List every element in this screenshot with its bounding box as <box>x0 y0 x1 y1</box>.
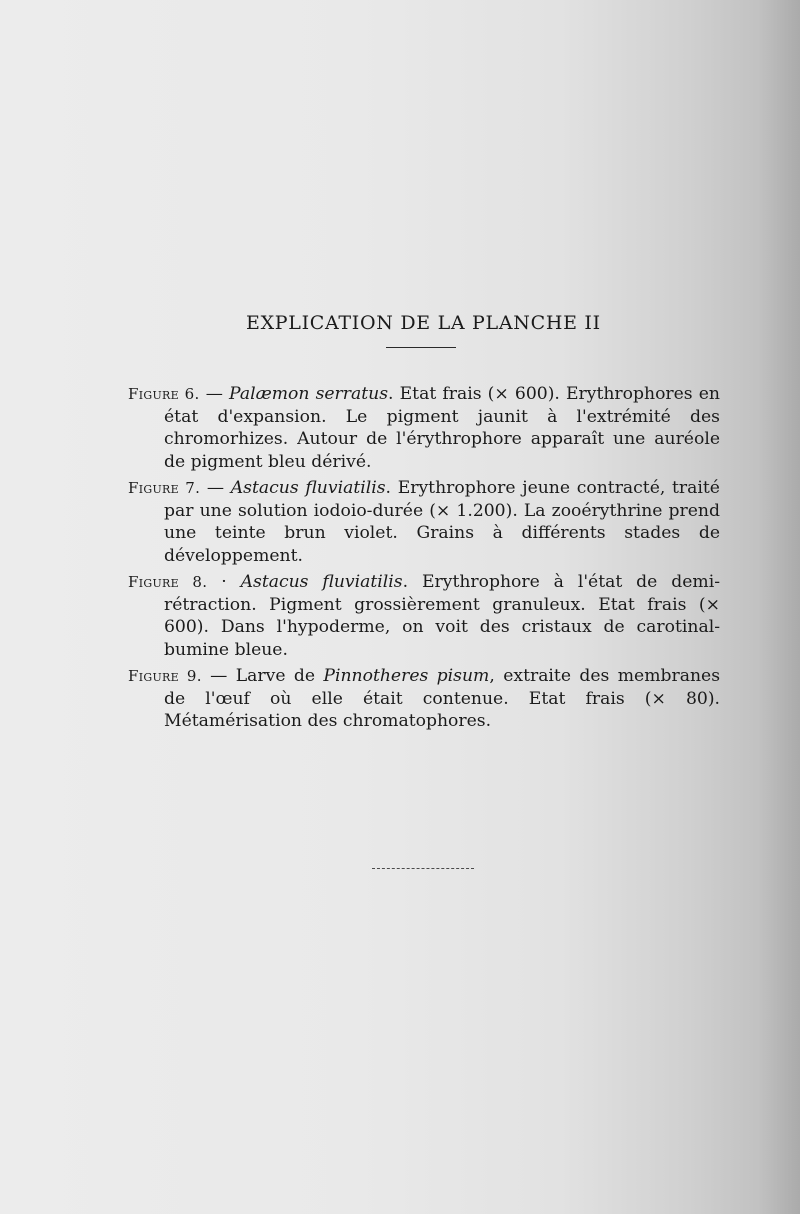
figure-9-text: , extraite des membranes de l'œuf où elle était contenue. Etat frais (× 80). Métamérisation des chromatophores. <box>164 666 721 731</box>
figure-8-label: Figure 8. <box>128 573 208 591</box>
figure-8-separator: · <box>207 572 241 592</box>
figure-9-species: Pinnotheres pisum <box>323 666 490 686</box>
figure-captions <box>128 383 720 737</box>
page-edge-shadow <box>758 0 800 1214</box>
figure-6-separator: — <box>199 384 230 404</box>
figure-6-caption <box>128 383 720 473</box>
figure-7-label: Figure 7. <box>128 479 201 497</box>
figure-7-species: Astacus fluviatilis <box>230 478 386 498</box>
title-rule <box>386 347 456 348</box>
figure-7-text: . Erythrophore jeune contracté, traité par une solution iodoio-durée (× 1.200). La zooérythrine prend une teinte brun violet. Grains à différents stades de développement. <box>164 478 720 566</box>
figure-9-prefix: Larve de <box>235 666 324 686</box>
closing-dashed-rule <box>372 868 474 869</box>
figure-8-caption <box>128 571 720 661</box>
figure-6-text: . Etat frais (× 600). Erythrophores en état d'expansion. Le pigment jaunit à l'extrémité des chromorhizes. Autour de l'érythrophore apparaît une auréole de pigment bleu dérivé. <box>164 384 720 472</box>
figure-6-species: Palæmon serratus <box>229 384 389 404</box>
figure-8-species: Astacus fluviatilis <box>240 572 403 592</box>
figure-9-separator: — <box>201 666 236 686</box>
figure-6-label: Figure 6. <box>128 385 200 403</box>
page-title: EXPLICATION DE LA PLANCHE II <box>246 312 601 334</box>
figure-9-label: Figure 9. <box>128 667 202 685</box>
figure-7-caption <box>128 477 720 567</box>
figure-7-separator: — <box>200 478 231 498</box>
figure-9-caption <box>128 665 720 733</box>
figure-8-text: . Erythrophore à l'état de demi-rétraction. Pigment grossièrement granuleux. Etat frais (× 600). Dans l'hypoderme, on voit des cristaux de carotinal-bumine bleue. <box>164 572 721 660</box>
